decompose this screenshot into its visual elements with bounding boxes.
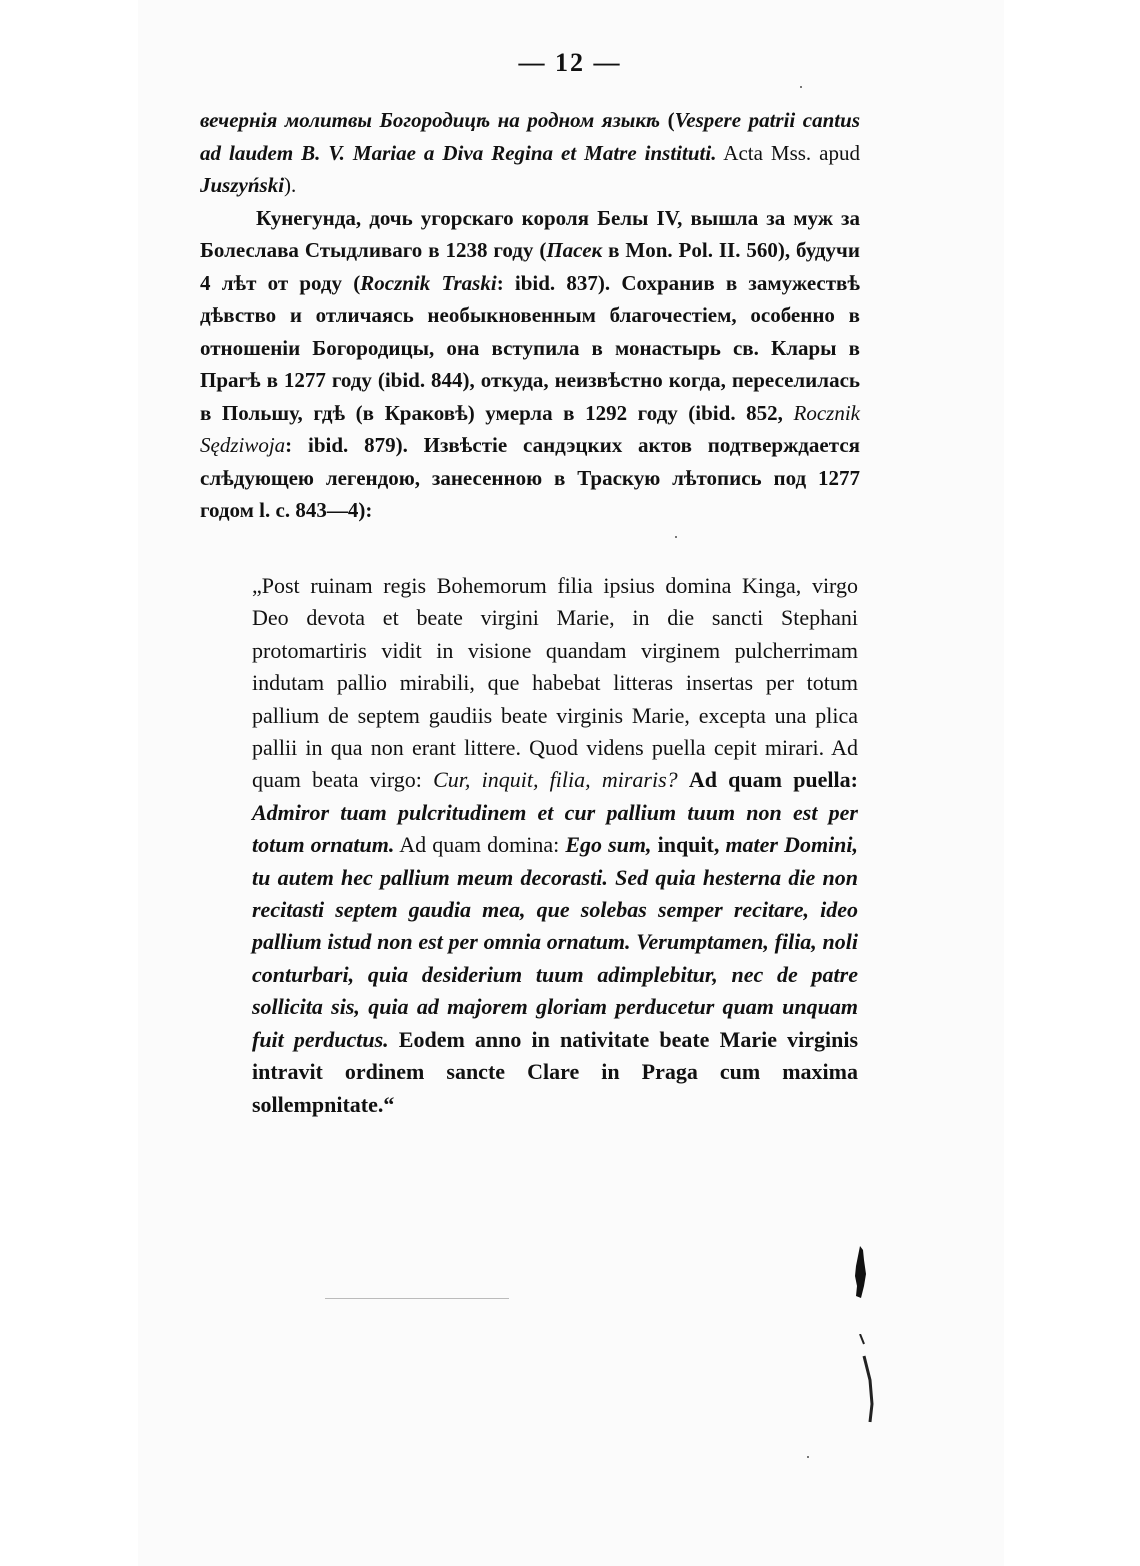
quote-part-1: „Post ruinam regis Bohemorum filia ipsius domina Kinga, virgo Deo devota et beate virgini Marie, in die sancti Stephani protomartiris vidit in visione quandam virginem pulcherrimam indutam pallio mirabili, que habebat litteras insertas per totum pallium de septem gaudiis beate virginis Marie, excepta una plica pallii in qua non erant littere. Quod videns puella cepit mirari. Ad quam beata virgo: [252,573,858,793]
quote-italic-4: mater Domini, tu autem hec pallium meum decorasti. Sed quia hesterna die non recitasti septem gaudia mea, que solebas semper recitare, ideo pallium istud non est per omnia ornatum. Verumptamen, filia, noli conturbari, quia desiderium tuum adimplebitur, nec de patre sollicita sis, quia ad majorem gloriam perducetur quam unquam fuit perductus. [252,832,859,1052]
ink-blot [854,1246,866,1298]
quote-part-2: Ad quam puella: [688,767,858,793]
latin-legend-quote [252,570,858,1121]
acta-reference: Acta Mss. apud [723,140,860,165]
latin-quote: Vespere patrii cantus ad laudem B. V. Mariae a Diva Regina et Matre instituti. [200,108,860,165]
paragraph-kunegunda [200,202,860,527]
page-number: — 12 — [518,48,622,77]
kunegunda-text-4: : ibid. 879). Извѣстіе сандэцких актов подтверждается слѣдующею легендою, занесенною в Траскую лѣтопись под 1277 годом l. c. 843—4): [200,433,860,522]
quote-part-5: Eodem anno in nativitate beate Marie virginis intravit ordinem sancte Clare in Praga cum maxima sollempnitate.“ [252,1026,858,1117]
rocznik-sedziwoja-citation: Rocznik Sędziwoja [200,400,860,457]
paragraph-prayers [200,104,860,202]
body-text [200,104,860,527]
quote-part-3: Ad quam domina: [399,832,560,858]
pasek-citation: Пасек [546,238,603,262]
speck [675,536,677,538]
kunegunda-text-1: Кунегунда, дочь угорскаго короля Белы IV, вышла за муж за Болеслава Стыдливаго в 1238 году ( [200,205,860,262]
paren-open: ( [667,108,675,132]
speck [800,86,802,88]
speck [807,1456,809,1458]
prayers-text: вечернія молитвы Богородицѣ на родном языкѣ [200,108,661,132]
kunegunda-text-2: в Mon. Pol. II. 560), будучи 4 лѣт от роду ( [200,238,860,295]
quote-italic-3: Ego sum, [565,832,652,858]
footer-rule [325,1298,509,1299]
rocznik-traski-citation: Rocznik Traski [360,270,497,295]
quote-part-4: inquit, [657,832,720,858]
paren-close: ). [284,173,297,197]
kunegunda-text-3: : ibid. 837). Сохранив в замужествѣ дѣвство и отличаясь необыкновенным благочестіем, особенно в отношеніи Богородицы, она вступила в монастырь св. Клары в Прагѣ в 1277 году (ibid. 844), откуда, неизвѣстно когда, переселилась в Польшу, гдѣ (в Краковѣ) умерла в 1292 году (ibid. 852, [200,270,861,425]
author-name: Juszyński [200,173,285,197]
quote-italic-2: Admiror tuam pulcritudinem et cur pallium tuum non est per totum ornatum. [252,799,858,858]
margin-bracket-mark [856,1334,882,1424]
quote-italic-1: Cur, inquit, filia, miraris? [433,767,678,793]
